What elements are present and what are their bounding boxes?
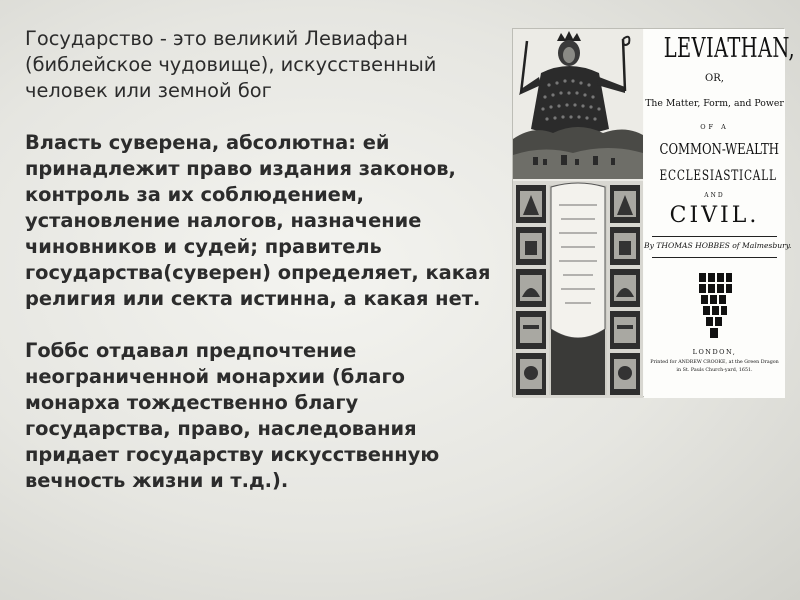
frontispiece-engraving (513, 29, 643, 398)
title-subtitle: The Matter, Form, and Power (645, 98, 784, 109)
title-ecclesiasticall: ECCLESIASTICALL (659, 168, 777, 184)
leviathan-book-image (512, 28, 796, 397)
paragraph-definition: Государство - это великий Левиафан (библейское чудовище), искусственный человек или земной бог (25, 27, 437, 102)
title-of-a: OF A (700, 123, 729, 131)
title-rule-top (652, 236, 777, 237)
title-printer-line-1: Printed for ANDREW CROOKE, at the Green Dragon (650, 360, 779, 365)
title-place: LONDON, (692, 348, 737, 356)
paragraph-monarchy: Гоббс отдавал предпочтение неограниченной монархии (благо монарха тождественно благу государства, право, наследования придает государству искусственную вечность жизни и т.д.). (25, 339, 440, 492)
text-column (25, 26, 503, 520)
paragraph-sovereign-power: Власть суверена, абсолютна: ей принадлежит право издания законов, контроль за их соблюдением, установление налогов, назначение чиновников и судей; правитель государства(суверен) определяет, какая религия или секта истинна, а какая нет. (25, 131, 491, 310)
title-or: OR, (705, 73, 724, 84)
frontispiece-illustration (513, 29, 643, 398)
title-commonwealth: COMMON-WEALTH (659, 140, 779, 158)
title-and: AND (704, 192, 725, 199)
title-civil: CIVIL. (669, 203, 760, 228)
title-leviathan: LEVIATHAN, (663, 33, 796, 64)
title-page (644, 29, 796, 398)
title-author: By THOMAS HOBBES of Malmesbury. (644, 241, 792, 250)
title-printer-line-2: in St. Pauls Church-yard, 1651. (676, 368, 753, 373)
title-rule-bottom (652, 257, 777, 258)
printer-emblem-icon (697, 273, 733, 339)
